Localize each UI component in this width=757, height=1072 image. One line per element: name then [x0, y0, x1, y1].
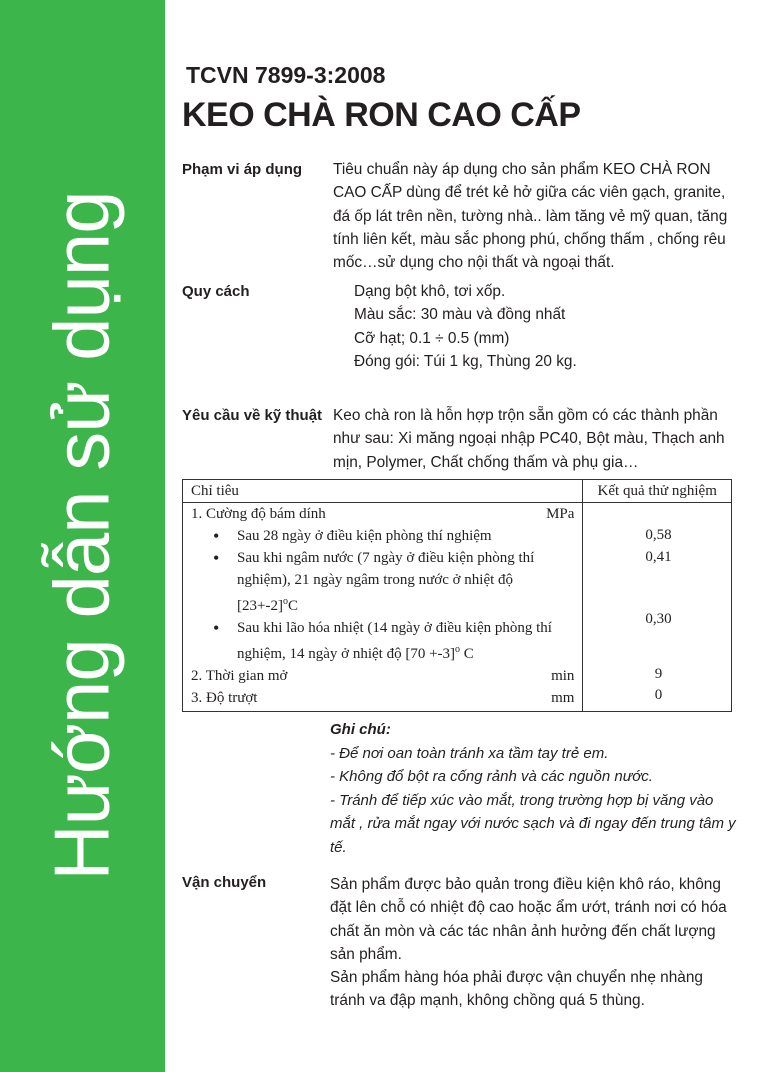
criteria-cell — [183, 503, 583, 712]
bullet-text: Sau khi ngâm nước (7 ngày ở điều kiện phòng thí nghiệm), 21 ngày ngâm trong nước ở nhiệt độ [23+-2] — [237, 550, 535, 614]
transport-label: Vận chuyển — [182, 874, 267, 891]
scope-label: Phạm vi áp dụng — [182, 161, 303, 178]
sidebar-band — [0, 0, 165, 1072]
result-value: 0,41 — [645, 549, 672, 565]
result-value: 0,58 — [645, 527, 672, 543]
test-results-table — [182, 479, 732, 712]
row-unit: MPa — [546, 506, 575, 522]
text-line: tính liên kết, màu sắc phong phú, chống thấm , chống rêu — [333, 230, 726, 248]
spec-label: Quy cách — [182, 283, 250, 300]
text-line: - Không đổ bột ra cống rảnh và các nguồn nước. — [330, 768, 653, 785]
notes-heading: Ghi chú: — [330, 721, 391, 738]
result-value: 0 — [654, 687, 663, 703]
text-line: Dạng bột khô, tơi xốp. — [354, 283, 506, 300]
table-row — [183, 687, 582, 709]
result-cell — [583, 503, 732, 712]
requirements-text — [333, 404, 725, 474]
col-criteria-header: Chỉ tiêu — [183, 480, 583, 503]
table-header-row — [183, 480, 732, 503]
table-row — [183, 665, 582, 687]
text-line: mắt , rửa mắt ngay với nước sạch và đi ngay đến trung tâm y — [330, 815, 736, 832]
text-line: sản phẩm. — [330, 945, 402, 963]
col-result-header: Kết quả thử nghiệm — [583, 480, 732, 503]
row-label: 3. Độ trượt — [191, 690, 258, 706]
result-value: 0,30 — [645, 611, 672, 627]
result-value: 9 — [654, 666, 663, 682]
list-item — [183, 617, 582, 665]
degree-mark: o — [282, 596, 288, 607]
row-unit: mm — [551, 690, 575, 706]
text-line: Sản phẩm được bảo quản trong điều kiện khô ráo, không — [330, 876, 721, 893]
standard-code: TCVN 7899-3:2008 — [186, 62, 386, 88]
bullet-text: Sau khi lão hóa nhiệt (14 ngày ở điều kiện phòng thí nghiệm, 14 ngày ở nhiệt độ [70 +-3] — [237, 620, 552, 662]
text-line: mốc…sử dụng cho nội thất và ngoại thất. — [333, 254, 615, 272]
vertical-title: Hướng dẫn sử dụng — [37, 191, 126, 881]
list-item — [183, 525, 582, 547]
row-label: 1. Cường độ bám dính — [191, 506, 326, 522]
text-line: như sau: Xi măng ngoại nhập PC40, Bột màu, Thạch anh — [333, 430, 725, 448]
text-line: tránh va đập mạnh, không chồng quá 5 thùng. — [330, 992, 645, 1010]
text-line: Màu sắc: 30 màu và đồng nhất — [354, 306, 566, 324]
degree-mark: o — [455, 644, 461, 655]
table-row — [183, 503, 582, 525]
text-line: Sản phẩm hàng hóa phải được vận chuyển nhẹ nhàng — [330, 969, 703, 987]
table-body-row — [183, 503, 732, 712]
list-item — [183, 547, 582, 617]
page-title: KEO CHÀ RON CAO CẤP — [182, 96, 581, 134]
unit-text: C — [460, 646, 474, 662]
text-line: đá ốp lát trên nền, tường nhà.. làm tăng vẻ mỹ quan, tăng — [333, 207, 728, 225]
notes-block — [330, 718, 740, 859]
unit-text: C — [287, 598, 298, 614]
transport-text — [330, 873, 727, 1013]
text-line: đặt lên chỗ có nhiệt độ cao hoặc ẩm ướt, tránh nơi có hóa — [330, 899, 727, 917]
text-line: Tiêu chuẩn này áp dụng cho sản phẩm KEO CHÀ RON — [333, 161, 711, 178]
text-line: chất ăn mòn và các tác nhân ảnh hưởng đến chất lượng — [330, 922, 716, 940]
row-label: 2. Thời gian mở — [191, 668, 288, 684]
text-line: mịn, Polymer, Chất chống thấm và phụ gia… — [333, 453, 639, 471]
bullet-text: Sau 28 ngày ở điều kiện phòng thí nghiệm — [237, 528, 492, 544]
text-line: CAO CẤP dùng để trét kẻ hở giữa các viên gạch, granite, — [333, 184, 726, 202]
text-line: Cỡ hạt; 0.1 ÷ 0.5 (mm) — [354, 329, 510, 347]
text-line: Đóng gói: Túi 1 kg, Thùng 20 kg. — [354, 352, 577, 370]
requirements-label: Yêu cầu về kỹ thuật — [182, 407, 323, 424]
scope-text — [333, 158, 727, 274]
text-line: - Để nơi oan toàn tránh xa tầm tay trẻ em. — [330, 744, 609, 762]
spec-text — [354, 280, 577, 373]
text-line: tế. — [330, 838, 347, 856]
text-line: - Tránh để tiếp xúc vào mắt, trong trường hợp bị văng vào — [330, 791, 714, 809]
row-unit: min — [551, 668, 575, 684]
text-line: Keo chà ron là hỗn hợp trộn sẵn gồm có các thành phần — [333, 407, 718, 424]
